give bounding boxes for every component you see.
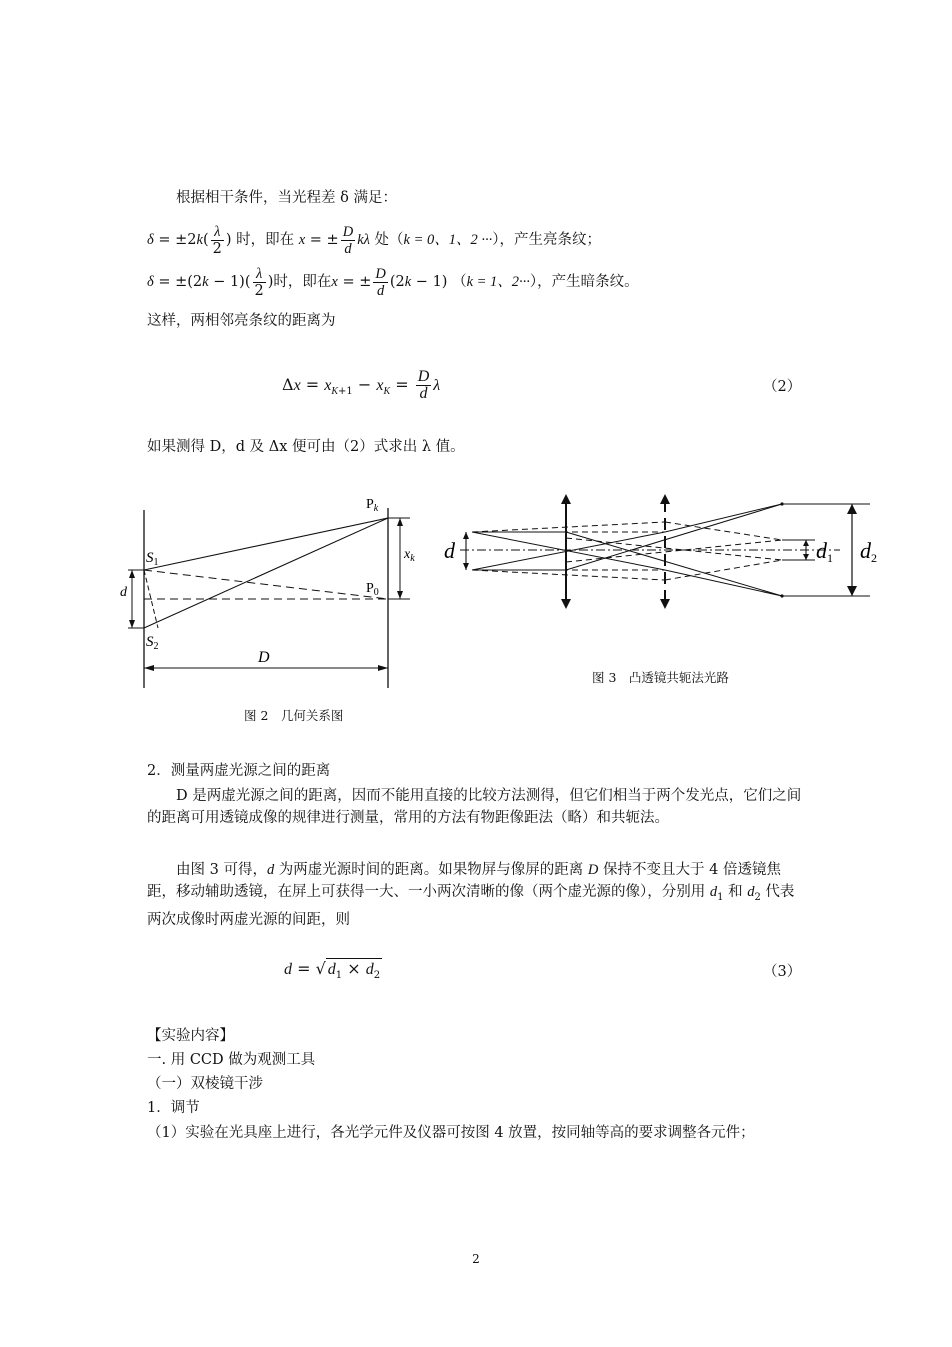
label-D: D	[258, 649, 270, 666]
label-d2: d2	[860, 538, 877, 565]
label-d: d	[120, 585, 127, 600]
intro-line: 根据相干条件，当光程差 δ 满足：	[176, 190, 397, 206]
paragraph-2: 由图 3 可得，d 为两虚光源时间的距离。如果物屏与像屏的距离 D 保持不变且大于 4 倍透镜焦距，移动辅助透镜，在屏上可获得一大、一小两次清晰的像（两个虚光源的像），分别用 $d_1$ 和 $d_2$ 代表两次成像时两虚光源的间距，则	[147, 862, 795, 928]
item-1: 一. 用 CCD 做为观测工具	[147, 1052, 316, 1068]
bright-text-3: ），产生亮条纹；	[492, 232, 601, 248]
dark-text-1: 时，即在	[273, 274, 332, 290]
adjacent-line: 这样，两相邻亮条纹的距离为	[147, 313, 336, 329]
bright-range: k = 0、1、2 ···	[403, 232, 493, 248]
content-title: 【实验内容】	[147, 1028, 234, 1044]
figure-2-caption: 图 2 几何关系图	[244, 708, 344, 723]
label-p0: $P_0$	[366, 581, 379, 598]
dark-text-3: ），产生暗条纹。	[529, 274, 639, 290]
figure-2-geometry	[110, 488, 430, 698]
label-s2: $S_2$	[146, 634, 159, 652]
item-3: 1．调节	[147, 1100, 200, 1116]
equation-3: d = √ $d_1 \times d_2$	[284, 959, 381, 982]
item-4: （1）实验在光具座上进行，各光学元件及仪器可按图 4 放置，按同轴等高的要求调整各元件；	[147, 1125, 755, 1141]
label-d-fig3: d	[444, 538, 455, 563]
figure-3-caption: 图 3 凸透镜共轭法光路	[592, 670, 729, 685]
bright-text-1: 时，即在	[236, 232, 295, 248]
item-2: （一）双棱镜干涉	[147, 1076, 263, 1092]
dark-text-2: （	[452, 274, 467, 290]
bright-fringe-condition: δ = ±2k( $\frac{\lambda}{2}$ ) 时，即在 x = ± $\frac{D}{d}$ kλ 处（k = 0、1、2 ···），产生亮条纹；	[147, 223, 601, 257]
page-number: 2	[472, 1252, 480, 1266]
equation-2: $\Delta x = x_{K+1} - x_K$ = $\frac{D}{d}$ λ	[282, 368, 441, 402]
label-d1: d1	[816, 538, 833, 565]
paragraph-1: D 是两虚光源之间的距离，因而不能用直接的比较方法测得，但它们相当于两个发光点，它们之间的距离可用透镜成像的规律进行测量，常用的方法有物距像距法（略）和共轭法。	[147, 788, 802, 826]
equation-2-number: （2）	[763, 379, 802, 395]
bright-text-2: 处（	[374, 232, 404, 248]
label-s1: $S_1$	[146, 550, 159, 568]
section-2-title: 2．测量两虚光源之间的距离	[147, 763, 331, 779]
label-xk: $x_k$	[404, 547, 415, 564]
label-pk: $P_k$	[366, 497, 379, 514]
dark-range: k = 1、2···	[466, 274, 530, 290]
measure-line: 如果测得 D，d 及 Δx 便可由（2）式求出 λ 值。	[147, 439, 465, 455]
figure-3-conjugate	[440, 488, 890, 618]
equation-3-number: （3）	[763, 964, 802, 980]
dark-fringe-condition: δ = ±(2k − 1)( $\frac{\lambda}{2}$ )时，即在x = ± $\frac{D}{d}$ (2k − 1) （k = 1、2···），产生暗条纹。	[147, 265, 639, 299]
